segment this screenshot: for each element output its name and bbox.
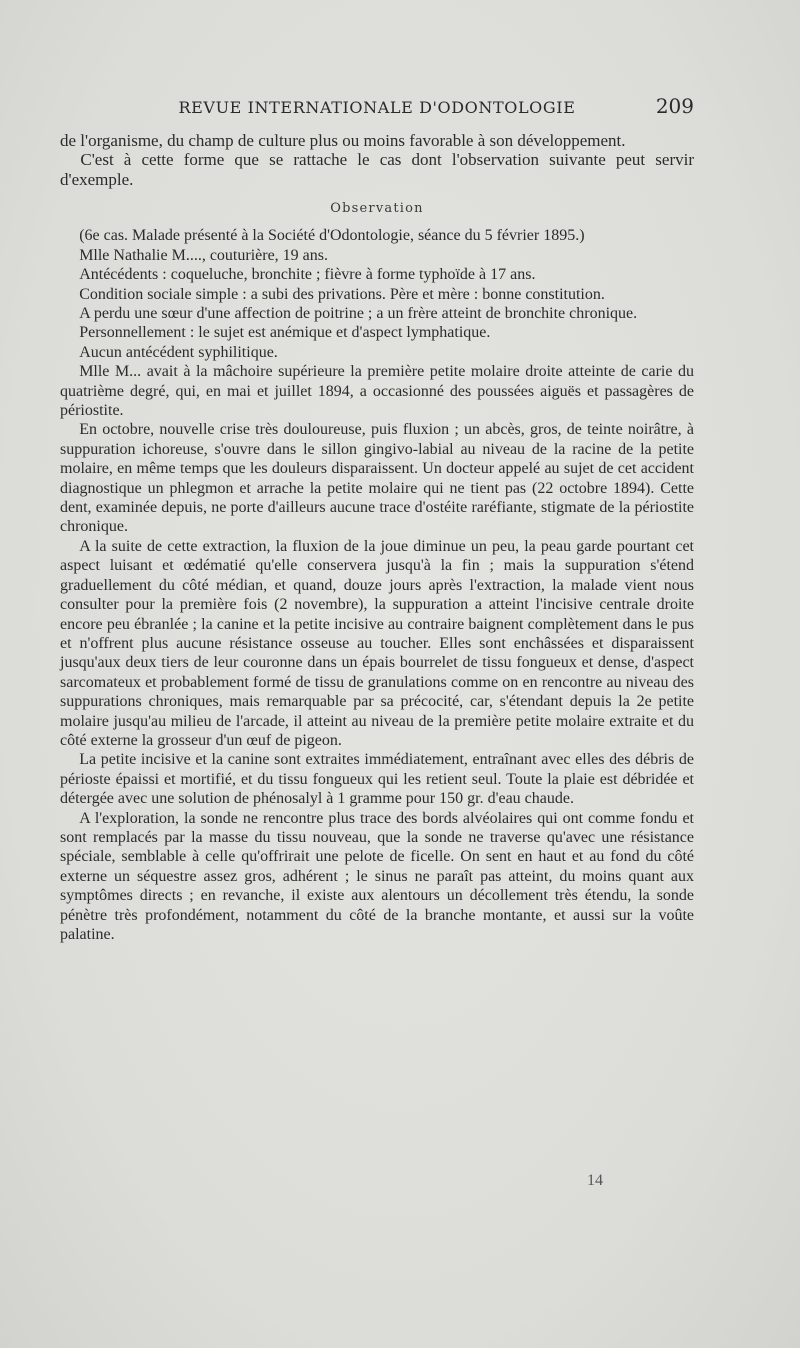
page-number: 209	[655, 94, 694, 118]
paragraph: Condition sociale simple : a subi des privations. Père et mère : bonne constitution.	[79, 285, 605, 303]
paragraph: Antécédents : coqueluche, bronchite ; fièvre à forme typhoïde à 17 ans.	[79, 266, 536, 284]
body-text	[60, 131, 694, 944]
signature-mark: 14	[587, 1172, 603, 1189]
paragraph: A la suite de cette extraction, la fluxion de la joue diminue un peu, la peau garde pourtant cet aspect luisant et œdématié qu'elle conservera jusqu'à la fin ; mais la suppuration s'étend graduellement du côté médian, et quand, douze jours après l'extraction, la malade vient nous consulter pour la première fois (2 novembre), la suppuration a atteint l'incisive centrale droite encore peu ébranlée ; la canine et la petite incisive au contraire baignent complètement dans le pus et n'offrent plus aucune résistance osseuse au toucher. Elles sont enchâssées et disparaissent jusqu'aux deux tiers de leur couronne dans un épais bourrelet de tissu fongueux et dense, d'aspect sarcomateux et probablement formé de tissu de granulations comme on en rencontre au niveau des suppurations chroniques, mais remarquable par sa précocité, car, s'étendant depuis la 2e petite molaire jusqu'au milieu de l'arcade, il atteint au niveau de la première petite molaire extraite et du côté externe la grosseur d'un œuf de pigeon.	[60, 537, 694, 749]
paragraph: C'est à cette forme que se rattache le cas dont l'observation suivante peut servir d'exemple.	[60, 150, 694, 189]
paragraph: (6e cas. Malade présenté à la Société d'Odontologie, séance du 5 février 1895.)	[79, 227, 585, 245]
paragraph: Aucun antécédent syphilitique.	[79, 343, 278, 361]
paragraph: Personnellement : le sujet est anémique et d'aspect lymphatique.	[79, 324, 491, 342]
paragraph: de l'organisme, du champ de culture plus ou moins favorable à son développement.	[60, 131, 626, 150]
paragraph: Mlle Nathalie M...., couturière, 19 ans.	[79, 246, 329, 264]
paragraph: La petite incisive et la canine sont extraites immédiatement, entraînant avec elles des débris de périoste épaissi et mortifié, et du tissu fongueux qui les retient seul. Toute la plaie est débridée et détergée avec une solution de phénosalyl à 1 gramme pour 150 gr. d'eau chaude.	[60, 751, 694, 808]
observation-block	[60, 226, 694, 944]
page-header	[60, 96, 694, 120]
paragraph: En octobre, nouvelle crise très douloureuse, puis fluxion ; un abcès, gros, de teinte noirâtre, à suppuration ichoreuse, s'ouvre dans le sillon gingivo-labial au niveau de la racine de la petite molaire, en même temps que les douleurs disparaissent. Un docteur appelé au sujet de cet accident diagnostique un phlegmon et arrache la petite molaire qui ne tient pas (22 octobre 1894). Cette dent, examinée depuis, ne porte d'ailleurs aucune trace d'ostéite raréfiante, stigmate de la périostite chronique.	[60, 421, 694, 536]
paragraph: Mlle M... avait à la mâchoire supérieure la première petite molaire droite atteinte de carie du quatrième degré, qui, en mai et juillet 1894, a occasionné des poussées aiguës et passagères de périostite.	[60, 363, 694, 420]
paragraph: A perdu une sœur d'une affection de poitrine ; a un frère atteint de bronchite chronique.	[79, 305, 638, 322]
section-title: Observation	[330, 201, 424, 217]
running-title: REVUE INTERNATIONALE D'ODONTOLOGIE	[178, 98, 576, 117]
paragraph: A l'exploration, la sonde ne rencontre plus trace des bords alvéolaires qui ont comme fondu et sont remplacés par la masse du tissu nouveau, que la sonde ne traverse qu'avec une résistance spéciale, semblable à celle qu'offrirait une pelote de ficelle. On sent en haut et au fond du côté externe un séquestre assez gros, adhérent ; le sinus ne paraît pas atteint, du moins quant aux symptômes directs ; en revanche, il existe aux alentours un décollement très étendu, la sonde pénètre très profondément, notamment du côté de la branche montante, et aussi sur la voûte palatine.	[60, 809, 694, 943]
